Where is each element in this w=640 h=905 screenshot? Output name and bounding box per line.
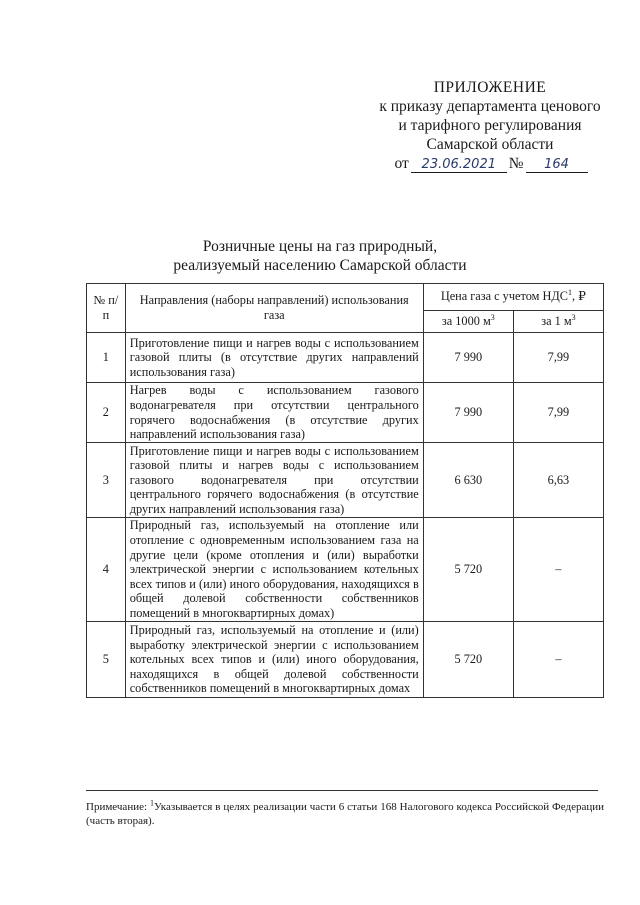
row-price-per-1: 6,63 [513, 443, 603, 518]
row-price-per-1000: 5 720 [423, 622, 513, 698]
header-number: № п/п [87, 284, 126, 333]
header-price-per-1-exp: 3 [571, 312, 576, 322]
footnote-text: Указывается в целях реализации части 6 статьи 168 Налогового кодекса Российской Федерации (часть вторая). [86, 801, 605, 827]
header-price-per-1 [513, 310, 603, 332]
order-date-handwritten: 23.06.2021 [411, 157, 507, 173]
row-direction: Природный газ, используемый на отопление и (или) выработку электрической энергии с использованием котельных всех типов и (или) иного оборудования, находящихся в общей долевой собственности собственников помещений в многоквартирных домах [125, 622, 423, 698]
row-direction: Природный газ, используемый на отопление или отопление с одновременным использованием газа на другие цели (кроме отопления и (или) выработки электрической энергии с использованием котельных всех типов и (или) иного оборудования, находящихся в общей долевой собственности собственников помещений в многоквартирных домах) [125, 518, 423, 622]
table-row [87, 518, 604, 622]
order-number-handwritten: 164 [526, 157, 588, 173]
row-price-per-1: – [513, 518, 603, 622]
header-price-per-1000-text: за 1000 м [441, 313, 491, 328]
appendix-line-3: Самарской области [426, 136, 554, 153]
header-price-per-1000-exp: 3 [490, 312, 495, 322]
header-price-group-unit: , ₽ [571, 289, 586, 304]
document-title-line-1: Розничные цены на газ природный, [202, 238, 438, 255]
appendix-line-2: и тарифного регулирования [398, 117, 582, 134]
document-title [0, 237, 640, 275]
appendix-title: ПРИЛОЖЕНИЕ [433, 79, 547, 96]
row-number: 4 [87, 518, 126, 622]
table-row [87, 622, 604, 698]
row-direction: Нагрев воды с использованием газового водонагревателя при отсутствии центрального горячего водоснабжения (в отсутствие других направлений использования газа) [125, 383, 423, 443]
order-number-label: № [508, 155, 524, 172]
order-from-label: от [394, 155, 409, 172]
row-number: 2 [87, 383, 126, 443]
row-price-per-1000: 7 990 [423, 333, 513, 383]
header-price-group-text: Цена газа с учетом НДС [440, 289, 568, 304]
footnote [86, 800, 604, 828]
row-price-per-1: 7,99 [513, 383, 603, 443]
header-price-group [423, 284, 603, 311]
row-direction: Приготовление пищи и нагрев воды с использованием газовой плиты и нагрев воды с использованием газового водонагревателя при отсутствии центрального горячего водоснабжения (в отсутствие других направлений использования газа) [125, 443, 423, 518]
table-row [87, 333, 604, 383]
document-title-line-2: реализуемый населению Самарской области [173, 257, 467, 274]
gas-price-table [86, 283, 604, 698]
table-row [87, 443, 604, 518]
header-direction: Направления (наборы направлений) использования газа [125, 284, 423, 333]
header-price-per-1000 [423, 310, 513, 332]
footnote-mark: 1 [149, 798, 154, 808]
row-price-per-1000: 5 720 [423, 518, 513, 622]
table-row [87, 383, 604, 443]
footnote-separator [86, 790, 598, 791]
appendix-block [370, 78, 610, 173]
row-number: 3 [87, 443, 126, 518]
row-direction: Приготовление пищи и нагрев воды с использованием газовой плиты (в отсутствие других направлений использования газа) [125, 333, 423, 383]
row-price-per-1000: 6 630 [423, 443, 513, 518]
row-price-per-1: 7,99 [513, 333, 603, 383]
order-reference [370, 154, 610, 173]
appendix-line-1: к приказу департамента ценового [379, 98, 601, 115]
header-price-per-1-text: за 1 м [541, 313, 572, 328]
row-number: 5 [87, 622, 126, 698]
footnote-label: Примечание: [86, 801, 150, 813]
row-price-per-1: – [513, 622, 603, 698]
row-price-per-1000: 7 990 [423, 383, 513, 443]
row-number: 1 [87, 333, 126, 383]
header-price-footnote-mark: 1 [567, 288, 572, 298]
